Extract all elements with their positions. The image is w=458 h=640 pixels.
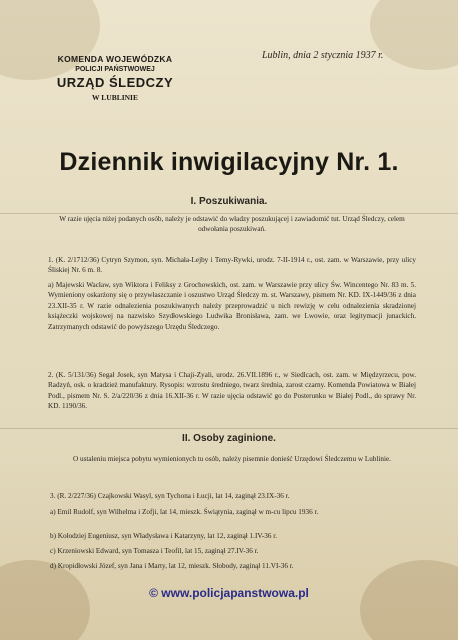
section-2-heading: II. Osoby zaginione. <box>182 433 276 444</box>
section-2-entry-c: c) Krzeniowski Edward, syn Tomasza i Teofil, lat 15, zaginął 27.IV-36 r. <box>50 547 259 555</box>
document-title: Dziennik inwigilacyjny Nr. 1. <box>59 148 399 176</box>
section-1-intro: W razie ujęcia niżej podanych osób, należy je odstawić do władzy poszukującej i zawiadomić tut. Urząd Śledczy, celem odwołania poszukiwań. <box>59 215 405 234</box>
document-date: Lublin, dnia 2 stycznia 1937 r. <box>262 50 384 61</box>
section-1-entry-a: a) Majewski Wacław, syn Wiktora i Feliksy z Grochowskich, ost. zam. w Warszawie przy ulicy Św. Wincentego Nr. 83 m. 5. Wymieniony oskarżony się o przywłaszczanie i oszustwo Urząd Śledczy m. st. Warszawy, pismem Nr. KD. IX-1449/36 z dnia 23.XII-35 r. W razie odnalezienia poszukiwanych należy przeprowadzić u nich rewizję w celu odnalezienia skradzionej książeczki wojskowej na nazwisko Szydłowskiego Ludwika Bronisława, zam. we Lwowie, oraz legitymacji junackich. Zatrzymanych odstawić do powyższego Urzędu Śledczego. <box>48 281 416 331</box>
section-2-entry-d: d) Kropidłowski Józef, syn Jana i Marty, lat 12, mieszk. Słobody, zaginął 11.VI-36 r. <box>50 562 294 570</box>
section-1-entry-1: 1. (K. 2/1712/36) Cytryn Szymon, syn. Michała-Lejby i Temy-Rywki, urodz. 7-II-1914 r., ost. zam. w Warszawie, przy ulicy Śliskiej Nr. 6 m. 8. <box>48 256 416 275</box>
paper-stain <box>360 560 458 640</box>
paper-stain <box>0 560 90 640</box>
section-1-heading: I. Poszukiwania. <box>190 196 268 207</box>
section-2-entry-3: 3. (R. 2/227/36) Czajkowski Wasyl, syn Tychona i Łucji, lat 14, zaginął 23.IX-36 r. <box>50 492 290 500</box>
section-2-intro: O ustaleniu miejsca pobytu wymienionych tu osób, należy pisemnie donieść Urzędowi Śledczemu w Lublinie. <box>73 455 391 463</box>
header-line-2: POLICJI PAŃSTWOWEJ <box>75 66 155 73</box>
watermark-text: © www.policjapanstwowa.pl <box>149 586 309 600</box>
header-line-4: W LUBLINIE <box>92 93 138 102</box>
section-2-entry-a: a) Emil Rudolf, syn Wilhelma i Zofji, lat 14, mieszk. Świątynia, zaginął w m-cu lipcu 1936 r. <box>50 508 319 516</box>
issuer-header <box>30 54 200 102</box>
section-2-entry-b: b) Kołodziej Eugeniusz, syn Władysława i Katarzyny, lat 12, zaginął 1.IV-36 r. <box>50 532 278 540</box>
paper-fold <box>0 428 458 429</box>
section-1-entry-2: 2. (K. 5/131/36) Segał Josek, syn Matysa i Chaji-Zyali, urodz. 26.VII.1896 r., w Siedlcach, ost. zam. w Międzyrzecu, pow. Radzyń, osk. o kradzież manufaktury. Rysopis: wzrostu średniego, twarz średnia, zarost czarny. Komenda Powiatowa w Białej Podl., pismem Nr. S. 2/a/220/36 z dnia 16.XII-36 r. W razie ujęcia odstawić go do Posterunku w Białej Podl., do sprawy Nr. KD. 1190/36. <box>48 371 416 411</box>
header-line-1: KOMENDA WOJEWÓDZKA <box>57 54 173 64</box>
header-line-3: URZĄD ŚLEDCZY <box>56 75 174 90</box>
